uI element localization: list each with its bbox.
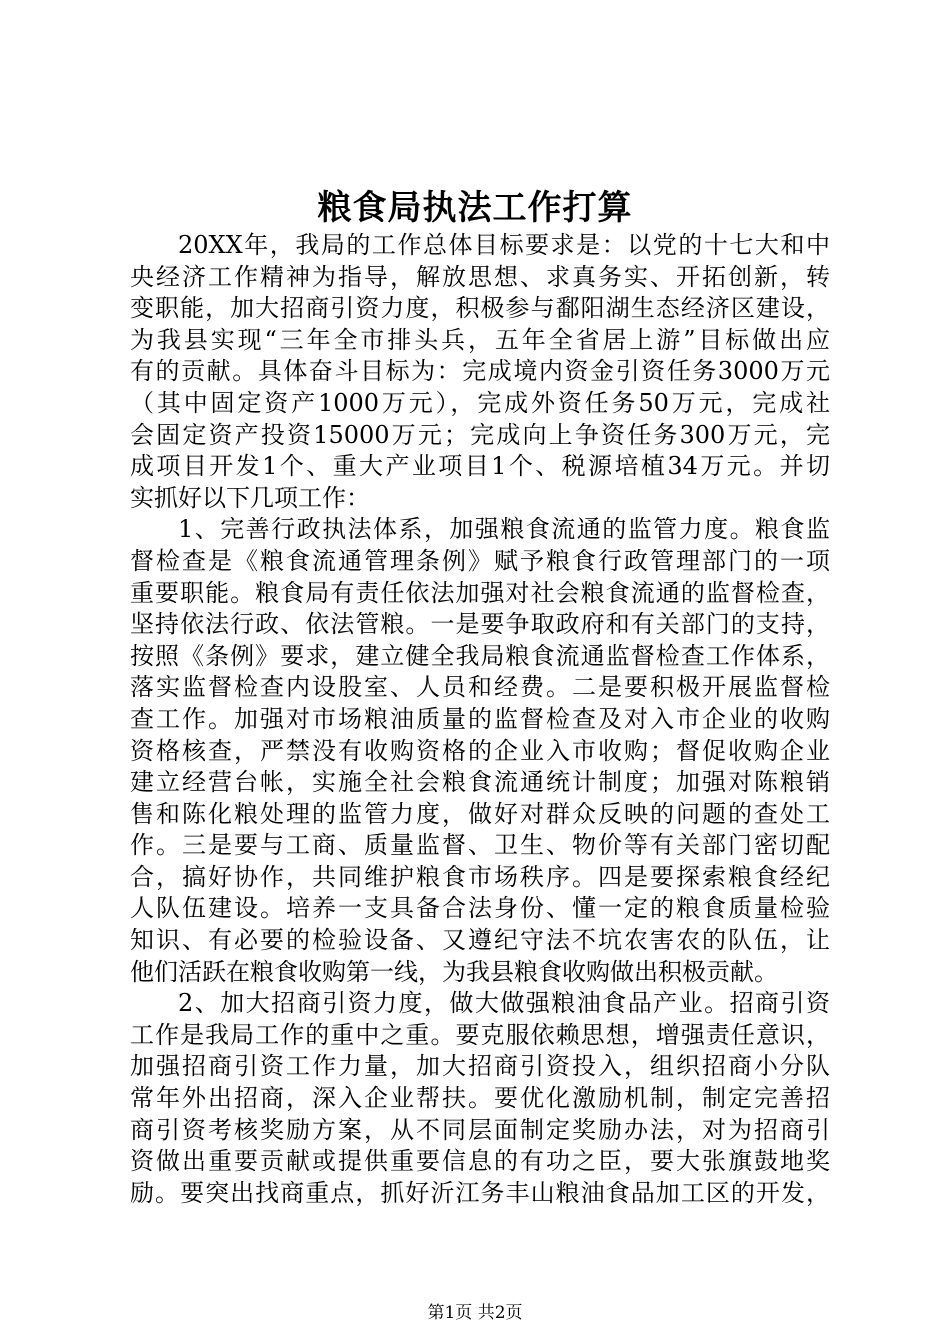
text-line: 变职能，加大招商引资力度，积极参与鄱阳湖生态经济区建设，: [130, 294, 830, 323]
text-line: 督检查是《粮食流通管理条例》赋予粮食行政管理部门的一项: [130, 546, 830, 575]
page-number-footer: 第1页 共2页: [427, 1303, 523, 1323]
text-line: 商引资考核奖励方案，从不同层面制定奖励办法，对为招商引: [130, 1115, 830, 1144]
text-line: （其中固定资产1000万元），完成外资任务50万元，完成社: [130, 388, 830, 417]
text-line: 成项目开发1个、重大产业项目1个、税源培植34万元。并切: [130, 452, 830, 481]
text-line: 重要职能。粮食局有责任依法加强对社会粮食流通的监督检查，: [130, 578, 830, 607]
text-line: 资做出重要贡献或提供重要信息的有功之臣，要大张旗鼓地奖: [130, 1147, 830, 1176]
text-line: 坚持依法行政、依法管粮。一是要争取政府和有关部门的支持，: [130, 610, 830, 639]
text-line: 作。三是要与工商、质量监督、卫生、物价等有关部门密切配: [130, 831, 830, 860]
paragraph-item-2: [130, 988, 830, 1209]
text-line: 按照《条例》要求，建立健全我局粮食流通监督检查工作体系，: [130, 641, 830, 670]
text-line: 2、加大招商引资力度，做大做强粮油食品产业。招商引资: [178, 989, 830, 1018]
text-line: 20XX年，我局的工作总体目标要求是：以党的十七大和中: [178, 231, 830, 259]
text-line: 合，搞好协作，共同维护粮食市场秩序。四是要探索粮食经纪: [130, 862, 830, 891]
text-line: 他们活跃在粮食收购第一线，为我县粮食收购做出积极贡献。: [130, 957, 778, 986]
text-line: 人队伍建设。培养一支具备合法身份、懂一定的粮食质量检验: [130, 894, 830, 923]
text-line: 落实监督检查内设股室、人员和经费。二是要积极开展监督检: [130, 673, 830, 702]
text-line: 实抓好以下几项工作：: [130, 483, 370, 512]
text-line: 会固定资产投资15000万元；完成向上争资任务300万元，完: [130, 420, 830, 449]
text-line: 知识、有必要的检验设备、又遵纪守法不坑农害农的队伍，让: [130, 926, 830, 955]
text-line: 售和陈化粮处理的监管力度，做好对群众反映的问题的查处工: [130, 799, 830, 828]
page-title: 粮食局执法工作打算: [317, 188, 633, 228]
text-line: 资格核查，严禁没有收购资格的企业入市收购；督促收购企业: [130, 736, 830, 765]
text-line: 央经济工作精神为指导，解放思想、求真务实、开拓创新，转: [130, 262, 830, 291]
text-line: 加强招商引资工作力量，加大招商引资投入，组织招商小分队: [130, 1052, 830, 1081]
text-line: 查工作。加强对市场粮油质量的监督检查及对入市企业的收购: [130, 704, 830, 733]
document-body: [130, 230, 830, 1209]
text-line: 建立经营台帐，实施全社会粮食流通统计制度；加强对陈粮销: [130, 768, 830, 797]
text-line: 工作是我局工作的重中之重。要克服依赖思想，增强责任意识，: [130, 1020, 830, 1049]
text-line: 有的贡献。具体奋斗目标为：完成境内资金引资任务3000万元: [130, 357, 830, 386]
paragraph-goals: [130, 230, 830, 514]
text-line: 常年外出招商，深入企业帮扶。要优化激励机制，制定完善招: [130, 1084, 830, 1113]
text-line: 为我县实现“三年全市排头兵，五年全省居上游”目标做出应: [130, 325, 830, 354]
text-line: 1、完善行政执法体系，加强粮食流通的监管力度。粮食监: [178, 515, 830, 544]
paragraph-item-1: [130, 514, 830, 988]
text-line: 励。要突出找商重点，抓好沂江务丰山粮油食品加工区的开发，: [130, 1178, 830, 1207]
